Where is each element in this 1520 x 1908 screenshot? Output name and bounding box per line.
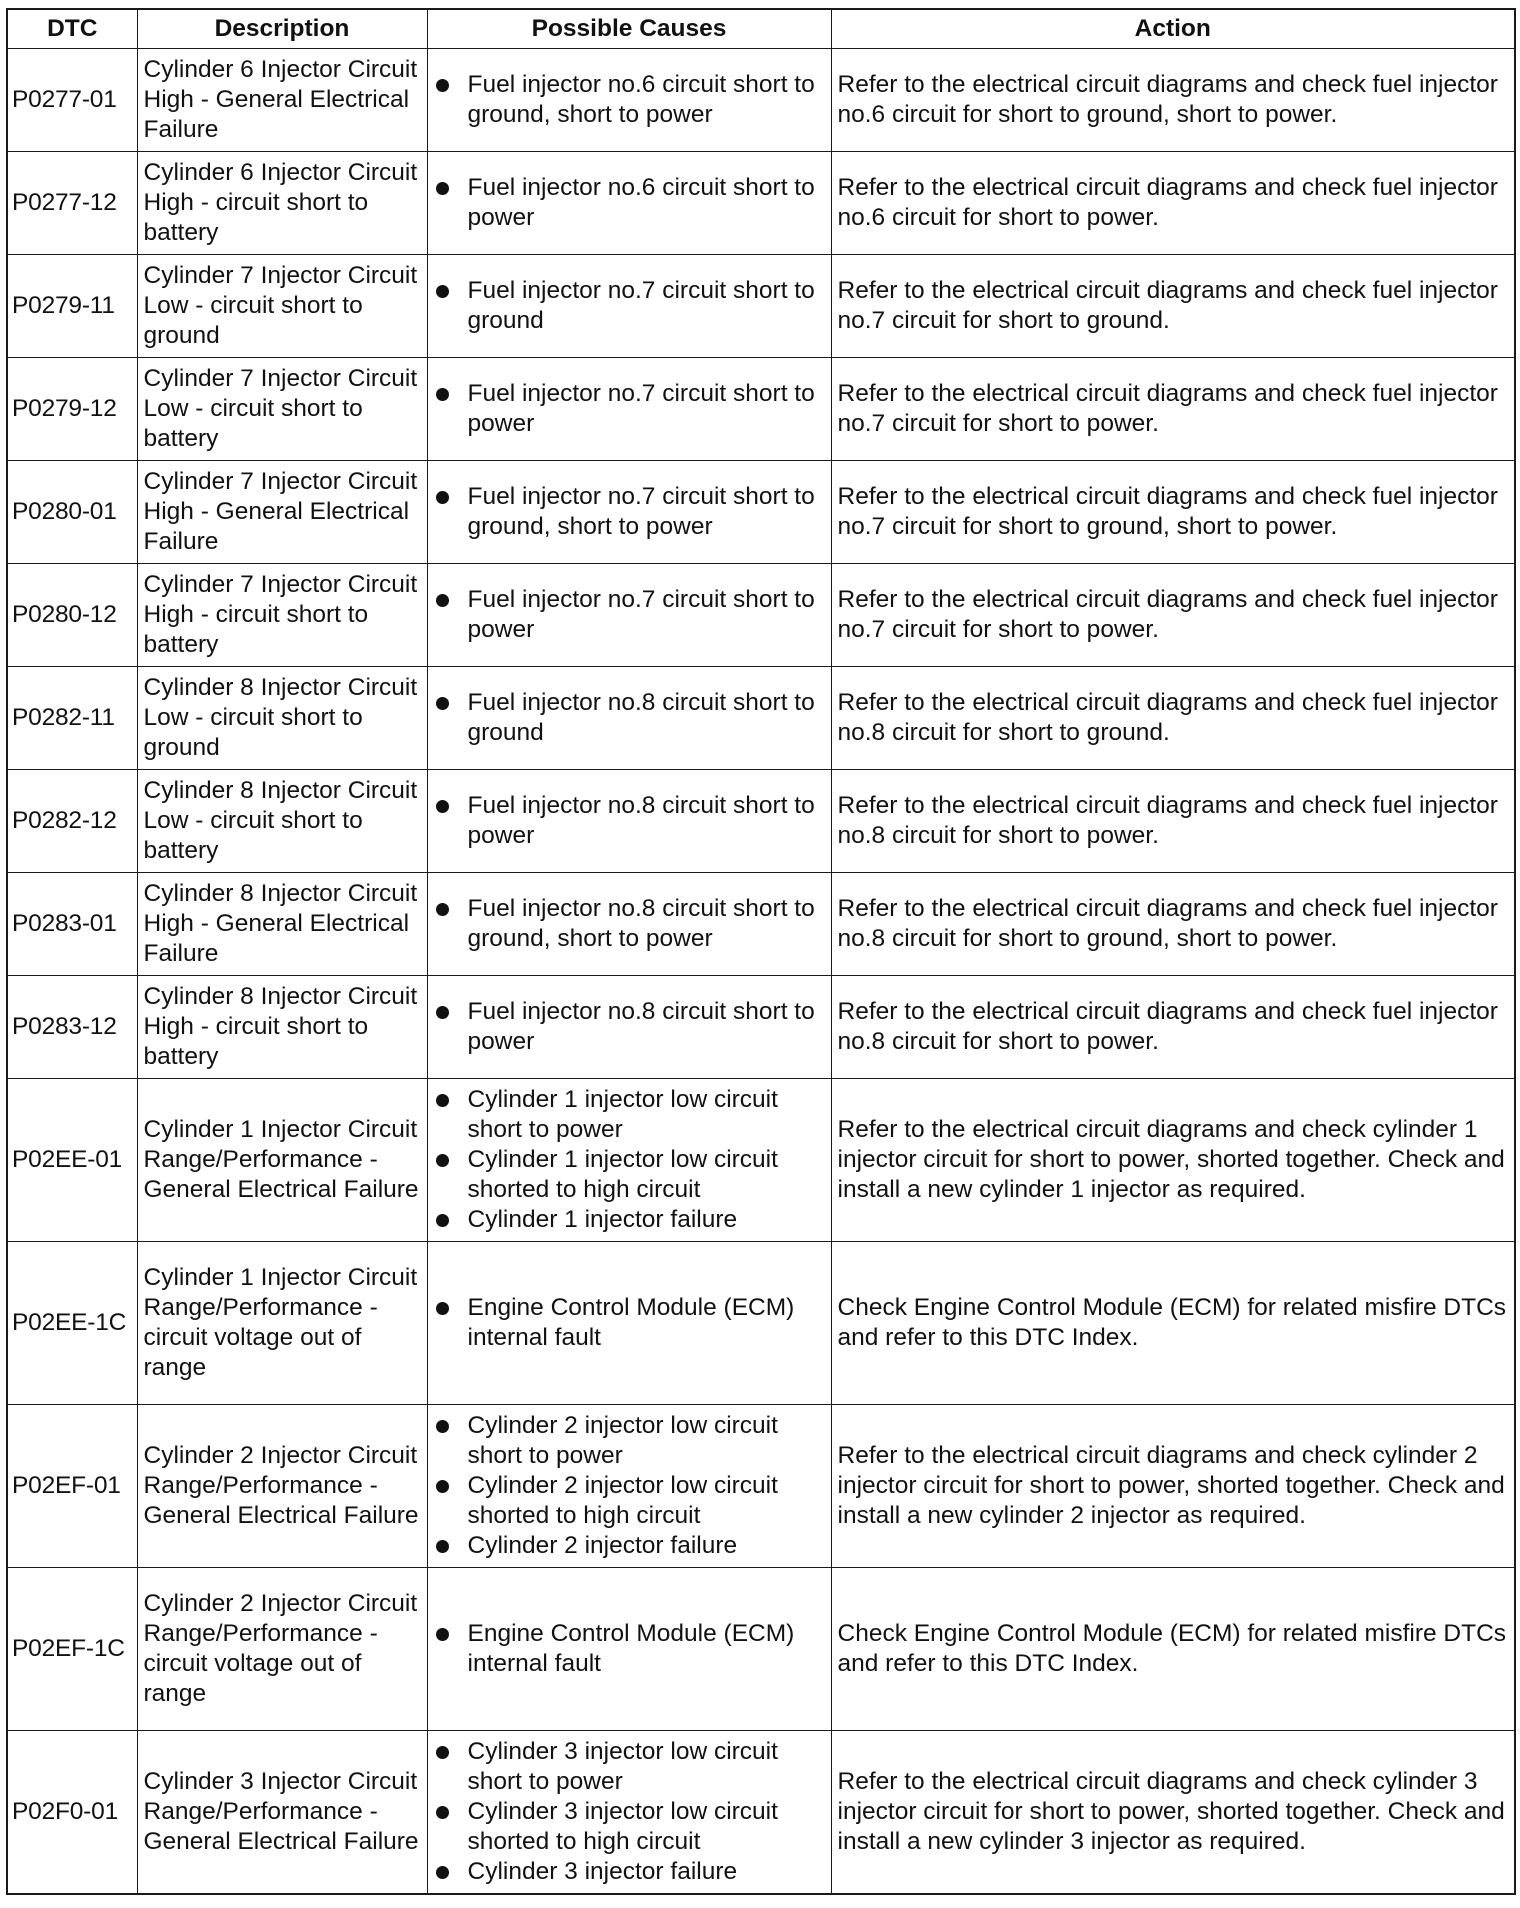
dtc-action: Refer to the electrical circuit diagrams and check cylinder 2 injector circuit for short to power, shorted together. Check and install a new cylinder 2 injector as required. xyxy=(831,1405,1515,1568)
table-row xyxy=(7,873,1515,976)
header-action: Action xyxy=(831,9,1515,49)
dtc-description: Cylinder 7 Injector Circuit Low - circuit short to ground xyxy=(137,255,427,358)
dtc-description: Cylinder 1 Injector Circuit Range/Performance - General Electrical Failure xyxy=(137,1079,427,1242)
dtc-code: P0283-01 xyxy=(7,873,137,976)
table-row xyxy=(7,770,1515,873)
possible-cause-item: Cylinder 1 injector low circuit short to power xyxy=(436,1085,825,1145)
dtc-action: Refer to the electrical circuit diagrams and check cylinder 3 injector circuit for short to power, shorted together. Check and install a new cylinder 3 injector as required. xyxy=(831,1731,1515,1895)
dtc-action: Check Engine Control Module (ECM) for related misfire DTCs and refer to this DTC Index. xyxy=(831,1568,1515,1731)
possible-causes-list xyxy=(436,1737,825,1887)
possible-causes-list xyxy=(436,997,825,1057)
dtc-code: P0280-12 xyxy=(7,564,137,667)
possible-causes-list xyxy=(436,894,825,954)
header-description: Description xyxy=(137,9,427,49)
possible-cause-item: Fuel injector no.7 circuit short to power xyxy=(436,585,825,645)
dtc-action: Refer to the electrical circuit diagrams and check cylinder 1 injector circuit for short to power, shorted together. Check and install a new cylinder 1 injector as required. xyxy=(831,1079,1515,1242)
dtc-action: Refer to the electrical circuit diagrams and check fuel injector no.7 circuit for short to ground. xyxy=(831,255,1515,358)
table-row xyxy=(7,1242,1515,1405)
dtc-code: P0283-12 xyxy=(7,976,137,1079)
dtc-action: Refer to the electrical circuit diagrams and check fuel injector no.7 circuit for short to ground, short to power. xyxy=(831,461,1515,564)
dtc-description: Cylinder 6 Injector Circuit High - General Electrical Failure xyxy=(137,49,427,152)
possible-causes-list xyxy=(436,1085,825,1235)
possible-cause-item: Fuel injector no.6 circuit short to ground, short to power xyxy=(436,70,825,130)
possible-causes-list xyxy=(436,379,825,439)
table-row xyxy=(7,152,1515,255)
possible-causes-cell xyxy=(427,770,831,873)
dtc-code: P02EF-1C xyxy=(7,1568,137,1731)
possible-causes-cell xyxy=(427,1731,831,1895)
dtc-description: Cylinder 8 Injector Circuit Low - circuit short to battery xyxy=(137,770,427,873)
possible-cause-item: Fuel injector no.7 circuit short to power xyxy=(436,379,825,439)
table-row xyxy=(7,1731,1515,1895)
table-row xyxy=(7,255,1515,358)
dtc-description: Cylinder 2 Injector Circuit Range/Performance - circuit voltage out of range xyxy=(137,1568,427,1731)
possible-causes-cell xyxy=(427,873,831,976)
possible-causes-list xyxy=(436,1619,825,1679)
table-row xyxy=(7,976,1515,1079)
possible-cause-item: Cylinder 2 injector failure xyxy=(436,1531,825,1561)
possible-cause-item: Cylinder 2 injector low circuit shorted to high circuit xyxy=(436,1471,825,1531)
possible-cause-item: Cylinder 3 injector low circuit shorted to high circuit xyxy=(436,1797,825,1857)
dtc-code: P02F0-01 xyxy=(7,1731,137,1895)
table-row xyxy=(7,667,1515,770)
dtc-code: P0277-12 xyxy=(7,152,137,255)
header-possible-causes: Possible Causes xyxy=(427,9,831,49)
possible-causes-cell xyxy=(427,667,831,770)
possible-causes-list xyxy=(436,70,825,130)
possible-cause-item: Cylinder 3 injector low circuit short to power xyxy=(436,1737,825,1797)
possible-cause-item: Cylinder 2 injector low circuit short to power xyxy=(436,1411,825,1471)
header-dtc: DTC xyxy=(7,9,137,49)
possible-causes-list xyxy=(436,791,825,851)
possible-causes-list xyxy=(436,276,825,336)
possible-causes-list xyxy=(436,1293,825,1353)
dtc-description: Cylinder 8 Injector Circuit Low - circuit short to ground xyxy=(137,667,427,770)
possible-causes-list xyxy=(436,173,825,233)
dtc-code: P0280-01 xyxy=(7,461,137,564)
dtc-action: Check Engine Control Module (ECM) for related misfire DTCs and refer to this DTC Index. xyxy=(831,1242,1515,1405)
dtc-action: Refer to the electrical circuit diagrams and check fuel injector no.7 circuit for short to power. xyxy=(831,564,1515,667)
dtc-code: P0277-01 xyxy=(7,49,137,152)
possible-causes-cell xyxy=(427,1242,831,1405)
dtc-code: P0282-11 xyxy=(7,667,137,770)
possible-causes-cell xyxy=(427,564,831,667)
possible-cause-item: Cylinder 3 injector failure xyxy=(436,1857,825,1887)
table-body xyxy=(7,49,1515,1895)
dtc-action: Refer to the electrical circuit diagrams and check fuel injector no.8 circuit for short to ground, short to power. xyxy=(831,873,1515,976)
table-row xyxy=(7,358,1515,461)
dtc-description: Cylinder 8 Injector Circuit High - circuit short to battery xyxy=(137,976,427,1079)
possible-causes-cell xyxy=(427,358,831,461)
possible-causes-list xyxy=(436,482,825,542)
table-row xyxy=(7,564,1515,667)
possible-causes-list xyxy=(436,688,825,748)
dtc-action: Refer to the electrical circuit diagrams and check fuel injector no.7 circuit for short to power. xyxy=(831,358,1515,461)
possible-causes-cell xyxy=(427,49,831,152)
dtc-description: Cylinder 7 Injector Circuit High - circuit short to battery xyxy=(137,564,427,667)
dtc-action: Refer to the electrical circuit diagrams and check fuel injector no.8 circuit for short to power. xyxy=(831,770,1515,873)
possible-causes-cell xyxy=(427,461,831,564)
possible-cause-item: Fuel injector no.7 circuit short to ground, short to power xyxy=(436,482,825,542)
dtc-index-table xyxy=(6,8,1516,1895)
possible-causes-list xyxy=(436,1411,825,1561)
dtc-code: P0282-12 xyxy=(7,770,137,873)
possible-causes-cell xyxy=(427,1079,831,1242)
possible-causes-cell xyxy=(427,152,831,255)
dtc-code: P02EE-1C xyxy=(7,1242,137,1405)
dtc-action: Refer to the electrical circuit diagrams and check fuel injector no.6 circuit for short to ground, short to power. xyxy=(831,49,1515,152)
table-row xyxy=(7,1079,1515,1242)
possible-causes-list xyxy=(436,585,825,645)
dtc-code: P0279-11 xyxy=(7,255,137,358)
dtc-action: Refer to the electrical circuit diagrams and check fuel injector no.8 circuit for short to power. xyxy=(831,976,1515,1079)
dtc-description: Cylinder 7 Injector Circuit High - General Electrical Failure xyxy=(137,461,427,564)
dtc-description: Cylinder 6 Injector Circuit High - circuit short to battery xyxy=(137,152,427,255)
table-row xyxy=(7,1568,1515,1731)
dtc-code: P02EE-01 xyxy=(7,1079,137,1242)
dtc-action: Refer to the electrical circuit diagrams and check fuel injector no.6 circuit for short to power. xyxy=(831,152,1515,255)
dtc-code: P02EF-01 xyxy=(7,1405,137,1568)
table-row xyxy=(7,49,1515,152)
possible-causes-cell xyxy=(427,976,831,1079)
table-header-row xyxy=(7,9,1515,49)
possible-cause-item: Cylinder 1 injector low circuit shorted to high circuit xyxy=(436,1145,825,1205)
table-row xyxy=(7,461,1515,564)
possible-cause-item: Fuel injector no.8 circuit short to power xyxy=(436,997,825,1057)
possible-causes-cell xyxy=(427,1405,831,1568)
possible-cause-item: Fuel injector no.8 circuit short to ground, short to power xyxy=(436,894,825,954)
dtc-description: Cylinder 7 Injector Circuit Low - circuit short to battery xyxy=(137,358,427,461)
possible-causes-cell xyxy=(427,255,831,358)
dtc-code: P0279-12 xyxy=(7,358,137,461)
dtc-description: Cylinder 3 Injector Circuit Range/Performance - General Electrical Failure xyxy=(137,1731,427,1895)
possible-cause-item: Engine Control Module (ECM) internal fault xyxy=(436,1619,825,1679)
possible-cause-item: Fuel injector no.8 circuit short to power xyxy=(436,791,825,851)
possible-causes-cell xyxy=(427,1568,831,1731)
possible-cause-item: Fuel injector no.7 circuit short to ground xyxy=(436,276,825,336)
possible-cause-item: Engine Control Module (ECM) internal fault xyxy=(436,1293,825,1353)
table-row xyxy=(7,1405,1515,1568)
dtc-description: Cylinder 8 Injector Circuit High - General Electrical Failure xyxy=(137,873,427,976)
possible-cause-item: Fuel injector no.6 circuit short to power xyxy=(436,173,825,233)
dtc-description: Cylinder 2 Injector Circuit Range/Performance - General Electrical Failure xyxy=(137,1405,427,1568)
dtc-description: Cylinder 1 Injector Circuit Range/Performance - circuit voltage out of range xyxy=(137,1242,427,1405)
possible-cause-item: Cylinder 1 injector failure xyxy=(436,1205,825,1235)
dtc-action: Refer to the electrical circuit diagrams and check fuel injector no.8 circuit for short to ground. xyxy=(831,667,1515,770)
possible-cause-item: Fuel injector no.8 circuit short to ground xyxy=(436,688,825,748)
